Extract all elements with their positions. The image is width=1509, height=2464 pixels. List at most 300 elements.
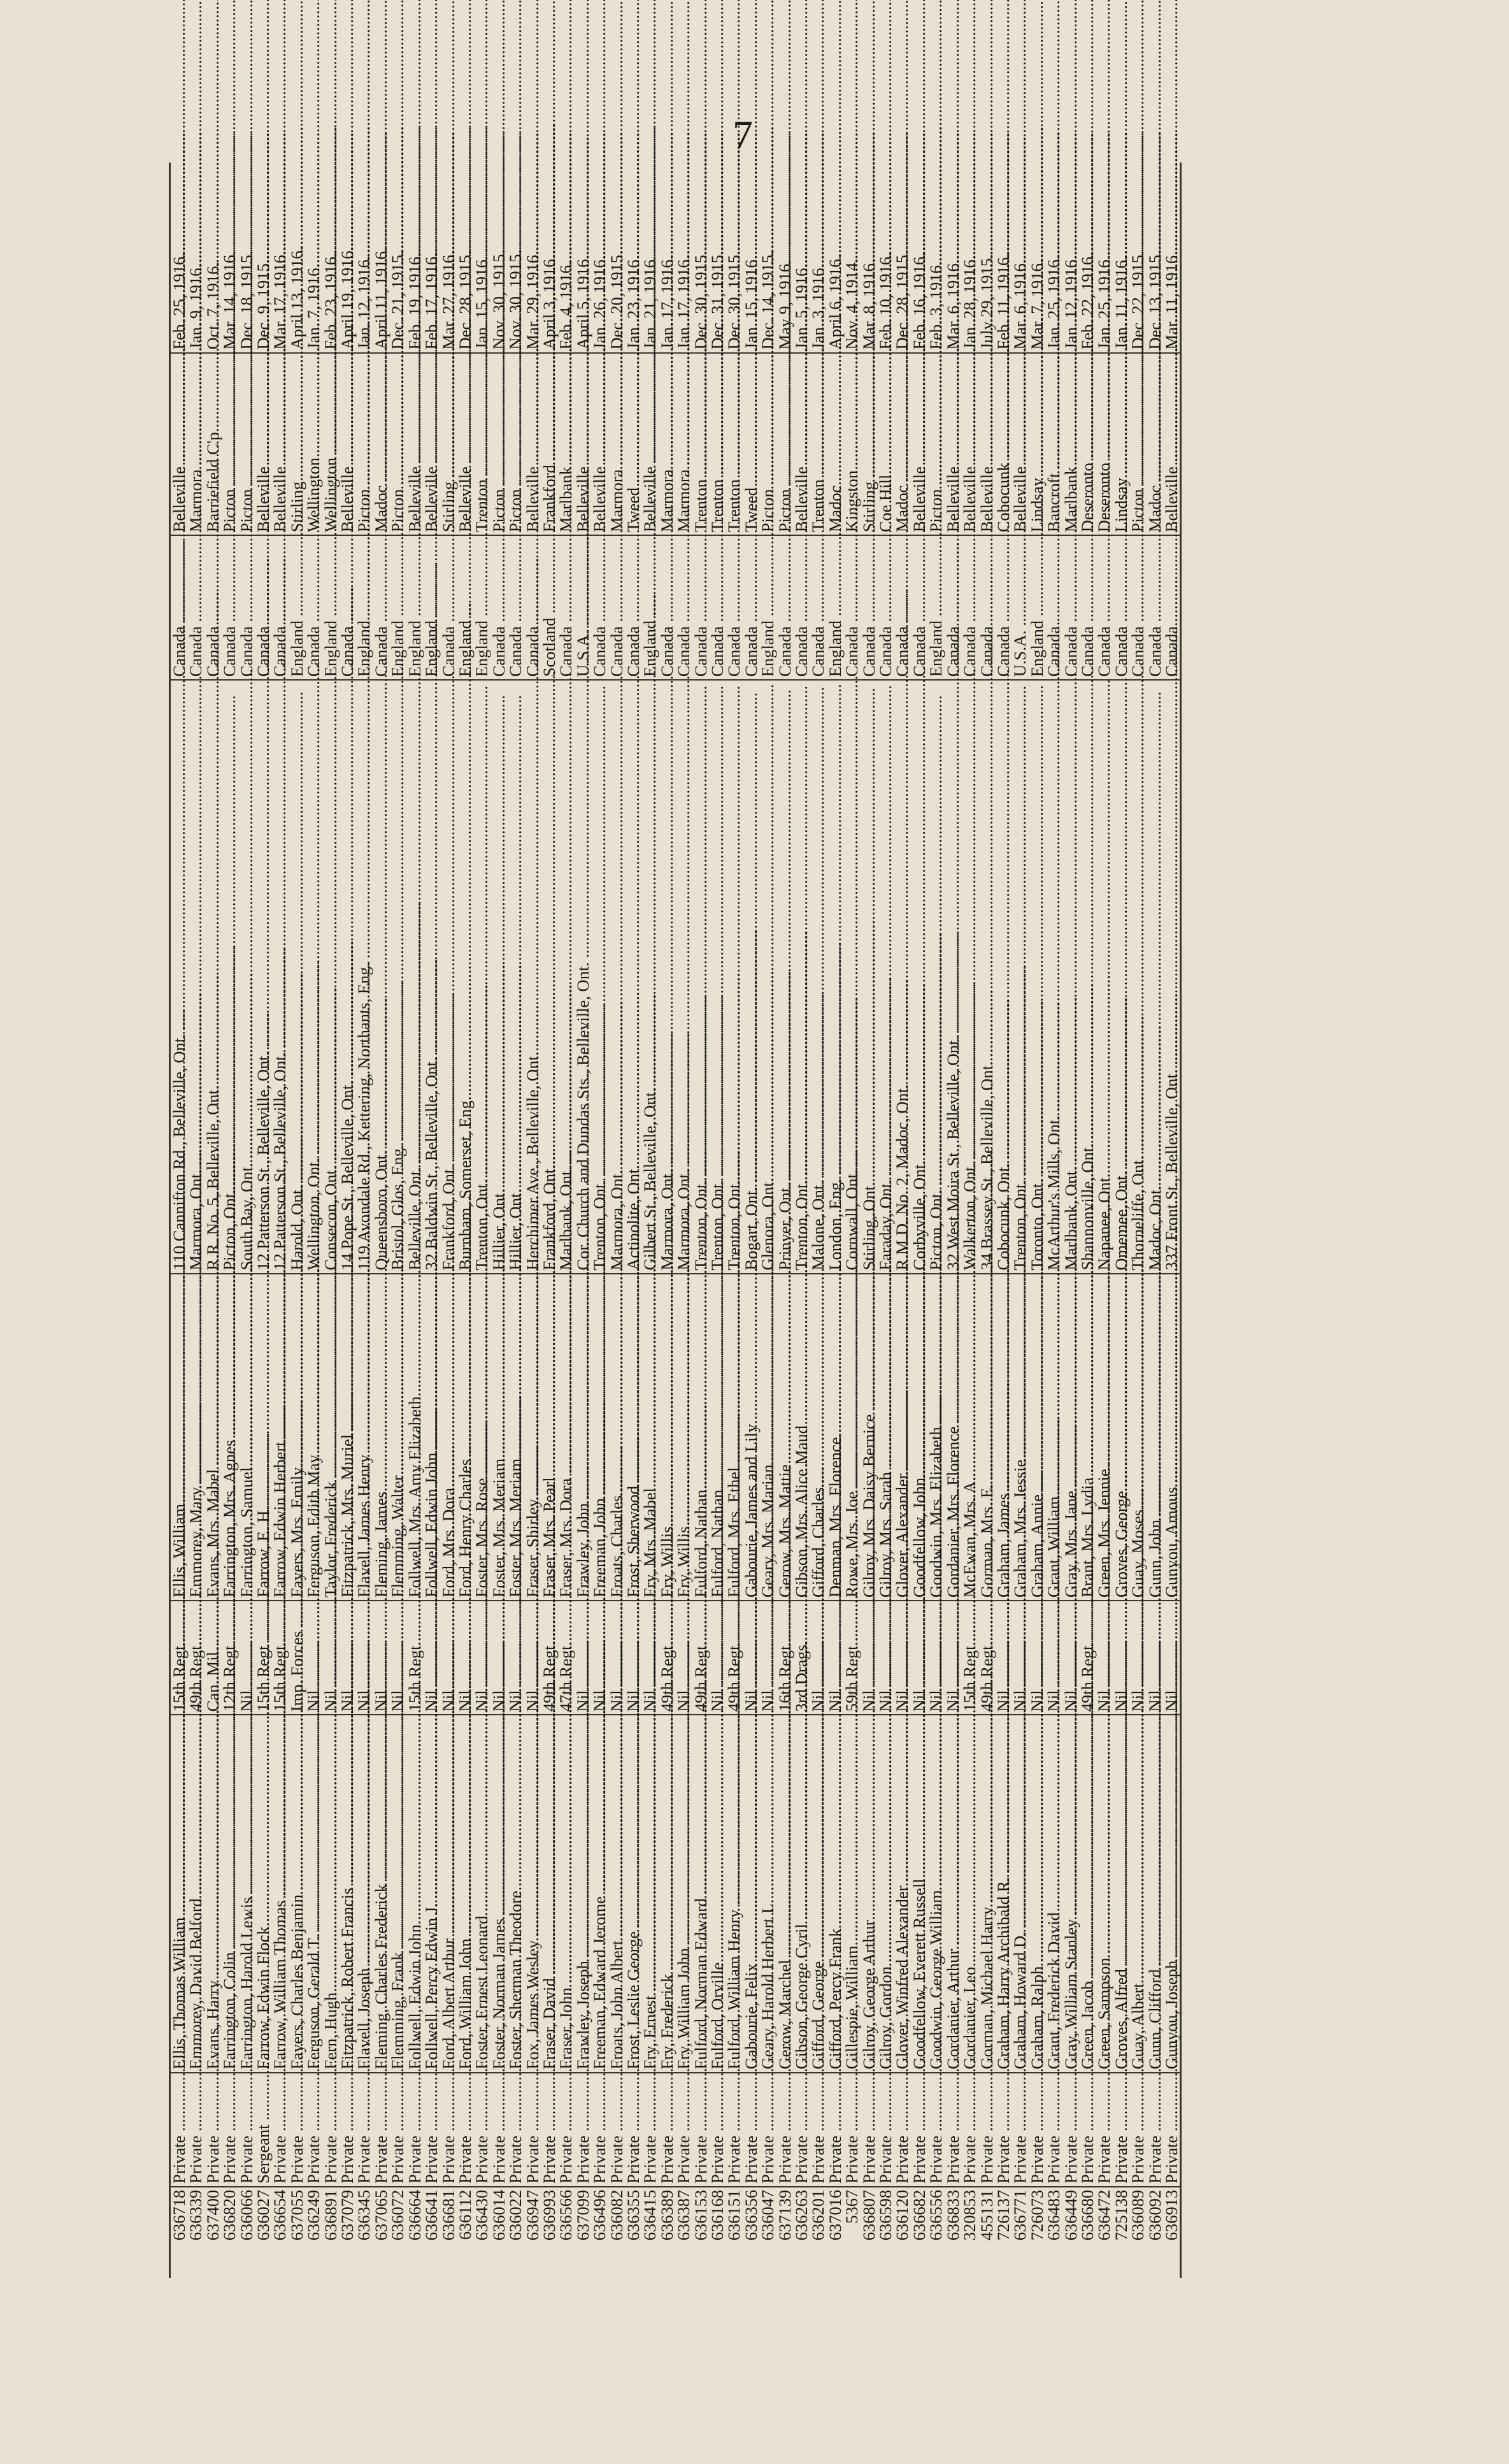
rank-cell: Private ..... xyxy=(524,2073,541,2187)
address-cell: 32 Baldwin St., Belleville, Ont. ..... xyxy=(423,680,440,1274)
former-corps-cell: Nil ..... xyxy=(423,1601,440,1715)
date-of-enlistment-cell: Feb. 17, 1916. xyxy=(423,162,440,353)
date-of-enlistment-cell: Dec. 28, 1915. xyxy=(457,162,473,353)
place-of-enlistment-cell: Stirling ..... xyxy=(289,353,305,536)
rank-cell: Private ..... xyxy=(457,2073,473,2187)
former-corps-cell: Nil ..... xyxy=(490,1601,507,1715)
next-of-kin-cell: Foster, Mrs. Meriam ..... xyxy=(490,1274,507,1601)
soldier-name-cell: Gordanier, Leo ..... xyxy=(961,1715,978,2072)
next-of-kin-cell: Flemming, Walter ..... xyxy=(389,1274,406,1601)
rank-cell: Private ..... xyxy=(1163,2073,1181,2187)
table-row xyxy=(289,162,305,2278)
former-corps-cell: Nil ..... xyxy=(457,1601,473,1715)
regimental-number-cell: 637065 xyxy=(371,2189,390,2241)
former-corps-cell: Nil ..... xyxy=(389,1601,406,1715)
birthplace-cell: Canada ..... xyxy=(843,535,860,680)
place-of-enlistment-cell: Picton ..... xyxy=(238,353,255,536)
address-cell: Toronto, Ont. ..... xyxy=(1029,680,1045,1274)
soldier-name-cell: Frawley, Joseph ..... xyxy=(575,1715,591,2072)
date-of-enlistment-cell: Jan. 28, 1916. xyxy=(961,162,978,353)
place-of-enlistment-cell: Trenton ..... xyxy=(692,353,709,536)
birthplace-cell: England ..... xyxy=(389,535,406,680)
place-of-enlistment-cell: Marlbank ..... xyxy=(557,353,574,536)
regimental-number-cell: 636947 xyxy=(522,2189,542,2241)
address-cell: 12 Patterson St., Belleville, Ont. ..... xyxy=(271,680,288,1274)
rank-cell: Private ..... xyxy=(894,2073,910,2187)
regimental-number-cell: 636112 xyxy=(455,2189,475,2240)
next-of-kin-cell: Gordanier, Mrs. Florence ..... xyxy=(945,1274,961,1601)
place-of-enlistment-cell: Marmora ..... xyxy=(187,353,204,536)
address-cell: Burnham, Somerset, Eng. ..... xyxy=(457,680,473,1274)
birthplace-cell: Canada ..... xyxy=(945,535,961,680)
birthplace-cell: Canada ..... xyxy=(608,535,625,680)
place-of-enlistment-cell: Picton ..... xyxy=(927,353,944,536)
rank-cell: Private ..... xyxy=(221,2073,238,2187)
soldier-name-cell: Ford, William John ..... xyxy=(457,1715,473,2072)
birthplace-cell: Canada ..... xyxy=(204,535,221,680)
regimental-number-cell: 636415 xyxy=(640,2189,660,2241)
regimental-number-cell: 636566 xyxy=(556,2189,576,2241)
place-of-enlistment-cell: Kingston ..... xyxy=(843,353,860,536)
regimental-number-cell: 636092 xyxy=(1145,2189,1164,2241)
date-of-enlistment-cell: Dec. 30, 1915. xyxy=(726,162,742,353)
table-row xyxy=(1147,162,1163,2278)
date-of-enlistment-cell: Feb. 4, 1916. xyxy=(557,162,574,353)
soldier-name-cell: Frost, Leslie George ..... xyxy=(625,1715,641,2072)
soldier-name-cell: Graham, Harry Archibald R. ..... xyxy=(995,1715,1012,2072)
table-row xyxy=(692,162,709,2278)
address-cell: Gilbert St., Belleville, Ont. ..... xyxy=(641,680,658,1274)
soldier-name-cell: Farrow, Edwin Flock ..... xyxy=(255,1715,271,2072)
table-row xyxy=(961,162,978,2278)
rank-cell: Private ..... xyxy=(743,2073,759,2187)
place-of-enlistment-cell: Barriefield C'p ..... xyxy=(204,353,221,536)
soldier-name-cell: Gillespie, William ..... xyxy=(843,1715,860,2072)
former-corps-cell: Nil ..... xyxy=(810,1601,826,1715)
table-row xyxy=(843,162,860,2278)
regimental-number-cell: 637400 xyxy=(203,2189,222,2241)
rank-cell: Private ..... xyxy=(440,2073,457,2187)
former-corps-cell: Nil ..... xyxy=(894,1601,910,1715)
regimental-number-cell: 636345 xyxy=(354,2189,374,2241)
date-of-enlistment-cell: Feb. 16, 1916. xyxy=(911,162,927,353)
date-of-enlistment-cell: Mar. 14, 1916. xyxy=(221,162,238,353)
rank-cell: Private ..... xyxy=(995,2073,1012,2187)
regimental-number-cell: 636496 xyxy=(590,2189,610,2241)
date-of-enlistment-cell: Mar. 17, 1916. xyxy=(271,162,288,353)
table-row xyxy=(541,162,557,2278)
former-corps-cell: 59th Regt ..... xyxy=(843,1601,860,1715)
table-row xyxy=(591,162,608,2278)
date-of-enlistment-cell: Dec. 30, 1915. xyxy=(692,162,709,353)
table-row xyxy=(1045,162,1062,2278)
soldier-name-cell: Guay, Albert ..... xyxy=(1129,1715,1146,2072)
rotated-table-container xyxy=(169,162,1334,2278)
place-of-enlistment-cell: Lindsay ..... xyxy=(1113,353,1129,536)
place-of-enlistment-cell: Deseronto ..... xyxy=(1096,353,1112,536)
address-cell: McArthur's Mills, Ont. ..... xyxy=(1045,680,1062,1274)
date-of-enlistment-cell: Dec. 18, 1915. xyxy=(238,162,255,353)
address-cell: Frankford, Ont. ..... xyxy=(541,680,557,1274)
next-of-kin-cell: Goodwin, Mrs. Elizabeth ..... xyxy=(927,1274,944,1601)
rank-cell: Private ..... xyxy=(1062,2073,1079,2187)
place-of-enlistment-cell: Belleville ..... xyxy=(591,353,608,536)
rank-cell: Private ..... xyxy=(961,2073,978,2187)
place-of-enlistment-cell: Wellington ..... xyxy=(305,353,322,536)
rank-cell: Private ..... xyxy=(793,2073,810,2187)
soldier-name-cell: Foster, Ernest Leonard ..... xyxy=(473,1715,490,2072)
place-of-enlistment-cell: Picton ..... xyxy=(221,353,238,536)
birthplace-cell: England ..... xyxy=(473,535,490,680)
next-of-kin-cell: Fulford, Nathan ..... xyxy=(709,1274,726,1601)
rank-cell: Private ..... xyxy=(675,2073,692,2187)
address-cell: Frankford, Ont. ..... xyxy=(440,680,457,1274)
rank-cell: Private ..... xyxy=(507,2073,524,2187)
former-corps-cell: 49th Regt ..... xyxy=(659,1601,675,1715)
birthplace-cell: Canada ..... xyxy=(557,535,574,680)
address-cell: 119 Avondale Rd., Kettering, Northants, Eng. ..... xyxy=(355,680,372,1274)
soldier-name-cell: Gunn, Clifford ..... xyxy=(1147,1715,1163,2072)
place-of-enlistment-cell: Picton ..... xyxy=(776,353,793,536)
rank-cell: Private ..... xyxy=(541,2073,557,2187)
place-of-enlistment-cell: Picton ..... xyxy=(389,353,406,536)
regimental-number-cell: 636168 xyxy=(708,2189,727,2241)
date-of-enlistment-cell: Mar. 6, 1916. xyxy=(945,162,961,353)
birthplace-cell: Canada ..... xyxy=(221,535,238,680)
next-of-kin-cell: Froats, Charles ..... xyxy=(608,1274,625,1601)
table-row xyxy=(575,162,591,2278)
next-of-kin-cell: Gunn, John ..... xyxy=(1147,1274,1163,1601)
soldier-name-cell: Grant, Frederick David ..... xyxy=(1045,1715,1062,2072)
regimental-number-cell: 726073 xyxy=(1027,2189,1047,2241)
former-corps-cell: 15th Regt ..... xyxy=(255,1601,271,1715)
date-of-enlistment-cell: Mar. 7, 1916. xyxy=(1029,162,1045,353)
next-of-kin-cell: Farrow, E. H. ..... xyxy=(255,1274,271,1601)
soldier-name-cell: Foster, Norman James ..... xyxy=(490,1715,507,2072)
former-corps-cell: Nil ..... xyxy=(1147,1601,1163,1715)
rank-cell: Private ..... xyxy=(877,2073,894,2187)
soldier-name-cell: Foster, Sherman Theodore ..... xyxy=(507,1715,524,2072)
date-of-enlistment-cell: Dec. 28, 1915. xyxy=(894,162,910,353)
soldier-name-cell: Fleming, Charles Frederick ..... xyxy=(373,1715,389,2072)
place-of-enlistment-cell: Trenton ..... xyxy=(473,353,490,536)
table-row xyxy=(1079,162,1096,2278)
soldier-name-cell: Geary, Harold Herbert L. ..... xyxy=(759,1715,776,2072)
address-cell: Napanee, Ont. ..... xyxy=(1096,680,1112,1274)
address-cell: Thorneliffe, Ont. ..... xyxy=(1129,680,1146,1274)
next-of-kin-cell: Follwell, Mrs. Amy Elizabeth ..... xyxy=(406,1274,423,1601)
former-corps-cell: 15th Regt ..... xyxy=(406,1601,423,1715)
rank-cell: Private ..... xyxy=(373,2073,389,2187)
birthplace-cell: Canada ..... xyxy=(1163,535,1181,680)
former-corps-cell: 15th Regt ..... xyxy=(170,1601,188,1715)
next-of-kin-cell: Green, Mrs. Jennie ..... xyxy=(1096,1274,1112,1601)
regimental-number-cell: 636356 xyxy=(741,2189,761,2241)
table-row xyxy=(322,162,339,2278)
date-of-enlistment-cell: Feb. 23, 1916. xyxy=(322,162,339,353)
birthplace-cell: Canada ..... xyxy=(1045,535,1062,680)
birthplace-cell: Canada ..... xyxy=(440,535,457,680)
regimental-number-cell: 636430 xyxy=(472,2189,492,2241)
rank-cell: Private ..... xyxy=(490,2073,507,2187)
former-corps-cell: Nil ..... xyxy=(524,1601,541,1715)
next-of-kin-cell: Fayers, Mrs. Emily ..... xyxy=(289,1274,305,1601)
place-of-enlistment-cell: Belleville ..... xyxy=(575,353,591,536)
next-of-kin-cell: Evans, Mrs. Mabel ..... xyxy=(204,1274,221,1601)
address-cell: Malone, Ont. ..... xyxy=(810,680,826,1274)
regimental-number-cell: 637016 xyxy=(825,2189,845,2241)
place-of-enlistment-cell: Trenton ..... xyxy=(709,353,726,536)
table-row xyxy=(1012,162,1028,2278)
address-cell: 34 Brassey St., Belleville, Ont. ..... xyxy=(978,680,995,1274)
address-cell: Bristol, Glos, Eng. ..... xyxy=(389,680,406,1274)
table-row xyxy=(389,162,406,2278)
next-of-kin-cell: Ford, Mrs. Dora ..... xyxy=(440,1274,457,1601)
rank-cell: Private ..... xyxy=(423,2073,440,2187)
regimental-number-cell: 637099 xyxy=(573,2189,592,2241)
date-of-enlistment-cell: Dec. 14, 1915. xyxy=(759,162,776,353)
regimental-number-cell: 636066 xyxy=(236,2189,256,2241)
date-of-enlistment-cell: April 6, 1916. xyxy=(827,162,843,353)
regimental-number-cell: 636654 xyxy=(270,2189,290,2241)
place-of-enlistment-cell: Marmora ..... xyxy=(608,353,625,536)
birthplace-cell: Canada ..... xyxy=(490,535,507,680)
address-cell: South Bay, Ont. ..... xyxy=(238,680,255,1274)
birthplace-cell: Canada ..... xyxy=(305,535,322,680)
table-row xyxy=(221,162,238,2278)
birthplace-cell: Canada ..... xyxy=(187,535,204,680)
next-of-kin-cell: Ford, Henry Charles ..... xyxy=(457,1274,473,1601)
birthplace-cell: Canada ..... xyxy=(877,535,894,680)
date-of-enlistment-cell: Feb. 10, 1916. xyxy=(877,162,894,353)
page-number: 7 xyxy=(733,112,753,157)
regimental-number-cell: 636820 xyxy=(220,2189,240,2241)
place-of-enlistment-cell: Trenton ..... xyxy=(726,353,742,536)
address-cell: Queensboro, Ont. ..... xyxy=(373,680,389,1274)
next-of-kin-cell: Gorman, Mrs. E. ..... xyxy=(978,1274,995,1601)
soldier-name-cell: Groves, Alfred ..... xyxy=(1113,1715,1129,2072)
regimental-number-cell: 636891 xyxy=(320,2189,340,2241)
address-cell: 110 Cannifton Rd., Belleville, Ont. ..... xyxy=(170,680,188,1274)
date-of-enlistment-cell: Mar. 27, 1916. xyxy=(440,162,457,353)
soldier-name-cell: Flavell, Joseph ..... xyxy=(355,1715,372,2072)
date-of-enlistment-cell: April 11, 1916. xyxy=(373,162,389,353)
regimental-number-cell: 637079 xyxy=(338,2189,357,2241)
place-of-enlistment-cell: Picton ..... xyxy=(507,353,524,536)
address-cell: Stirling, Ont. ..... xyxy=(861,680,877,1274)
date-of-enlistment-cell: Jan. 3, 1916. xyxy=(810,162,826,353)
next-of-kin-cell: Foster, Mrs. Meriam ..... xyxy=(507,1274,524,1601)
former-corps-cell: Nil ..... xyxy=(877,1601,894,1715)
soldier-name-cell: Fry, Frederick ..... xyxy=(659,1715,675,2072)
rank-cell: Private ..... xyxy=(271,2073,288,2187)
table-row xyxy=(793,162,810,2278)
former-corps-cell: 15th Regt ..... xyxy=(271,1601,288,1715)
date-of-enlistment-cell: Jan. 9, 1916. xyxy=(187,162,204,353)
table-row xyxy=(187,162,204,2278)
regimental-number-cell: 636120 xyxy=(892,2189,912,2241)
rank-cell: Private ..... xyxy=(322,2073,339,2187)
date-of-enlistment-cell: April 13, 1916. xyxy=(289,162,305,353)
next-of-kin-cell: Fraser, Shirley ..... xyxy=(524,1274,541,1601)
next-of-kin-cell: Fitzpatrick, Mrs. Muriel ..... xyxy=(339,1274,355,1601)
next-of-kin-cell: Glover, Alexander ..... xyxy=(894,1274,910,1601)
birthplace-cell: Canada ..... xyxy=(1062,535,1079,680)
soldier-name-cell: Fox, James Wesley ..... xyxy=(524,1715,541,2072)
soldier-name-cell: Fraser, John ..... xyxy=(557,1715,574,2072)
rank-cell: Private ..... xyxy=(810,2073,826,2187)
soldier-name-cell: Gifford, Percy Frank ..... xyxy=(827,1715,843,2072)
former-corps-cell: Nil ..... xyxy=(608,1601,625,1715)
next-of-kin-cell: Gilroy, Mrs. Sarah ..... xyxy=(877,1274,894,1601)
table-row xyxy=(625,162,641,2278)
regimental-number-cell: 636151 xyxy=(724,2189,744,2241)
birthplace-cell: England ..... xyxy=(759,535,776,680)
address-cell: R.M.D. No. 2, Madoc, Ont. ..... xyxy=(894,680,910,1274)
birthplace-cell: Canada ..... xyxy=(1147,535,1163,680)
date-of-enlistment-cell: July 29, 1915. xyxy=(978,162,995,353)
address-cell: Bogart, Ont. ..... xyxy=(743,680,759,1274)
address-cell: Marmora, Ont. ..... xyxy=(187,680,204,1274)
address-cell: Hillier, Ont. ..... xyxy=(490,680,507,1274)
address-cell: Trenton, Ont. ..... xyxy=(793,680,810,1274)
former-corps-cell: Nil ..... xyxy=(927,1601,944,1715)
address-cell: Marmora, Ont. ..... xyxy=(659,680,675,1274)
next-of-kin-cell: Foster, Mrs. Rose ..... xyxy=(473,1274,490,1601)
rank-cell: Private ..... xyxy=(911,2073,927,2187)
table-row xyxy=(709,162,726,2278)
birthplace-cell: Canada ..... xyxy=(373,535,389,680)
address-cell: Hillier, Ont. ..... xyxy=(507,680,524,1274)
next-of-kin-cell: Fleming, James ..... xyxy=(373,1274,389,1601)
former-corps-cell: 47th Regt ..... xyxy=(557,1601,574,1715)
date-of-enlistment-cell: Feb. 25, 1916. xyxy=(170,162,188,353)
next-of-kin-cell: Taylor, Frederick ..... xyxy=(322,1274,339,1601)
next-of-kin-cell: McEwan, Mrs. A. ..... xyxy=(961,1274,978,1601)
regimental-number-cell: 636807 xyxy=(859,2189,878,2241)
next-of-kin-cell: Gabourie, James and Lily ..... xyxy=(743,1274,759,1601)
birthplace-cell: Canada ..... xyxy=(1113,535,1129,680)
rank-cell: Private ..... xyxy=(1129,2073,1146,2187)
rank-cell: Private ..... xyxy=(557,2073,574,2187)
place-of-enlistment-cell: Picton ..... xyxy=(759,353,776,536)
date-of-enlistment-cell: Jan. 21, 1916. xyxy=(641,162,658,353)
rank-cell: Private ..... xyxy=(238,2073,255,2187)
place-of-enlistment-cell: Picton ..... xyxy=(1129,353,1146,536)
regimental-number-cell: 636022 xyxy=(506,2189,526,2241)
table-row xyxy=(406,162,423,2278)
regimental-number-cell: 637139 xyxy=(775,2189,794,2241)
table-row xyxy=(1029,162,1045,2278)
soldier-name-cell: Gabourie, Felix ..... xyxy=(743,1715,759,2072)
soldier-name-cell: Farrington, Colin ..... xyxy=(221,1715,238,2072)
birthplace-cell: Canada ..... xyxy=(692,535,709,680)
place-of-enlistment-cell: Belleville ..... xyxy=(978,353,995,536)
former-corps-cell: Nil ..... xyxy=(305,1601,322,1715)
former-corps-cell: 15th Regt ..... xyxy=(961,1601,978,1715)
place-of-enlistment-cell: Belleville ..... xyxy=(457,353,473,536)
place-of-enlistment-cell: Madoc ..... xyxy=(827,353,843,536)
regimental-number-cell: 636339 xyxy=(186,2189,206,2241)
birthplace-cell: Canada ..... xyxy=(978,535,995,680)
regimental-number-cell: 636089 xyxy=(1128,2189,1148,2241)
address-cell: Prinyer, Ont. ..... xyxy=(776,680,793,1274)
regimental-number-cell: 636833 xyxy=(943,2189,962,2241)
birthplace-cell: England ..... xyxy=(457,535,473,680)
date-of-enlistment-cell: Jan. 23, 1916. xyxy=(625,162,641,353)
rank-cell: Sergeant ..... xyxy=(255,2073,271,2187)
rank-cell: Private ..... xyxy=(1096,2073,1112,2187)
next-of-kin-cell: Goodfellow, John ..... xyxy=(911,1274,927,1601)
former-corps-cell: Nil ..... xyxy=(507,1601,524,1715)
place-of-enlistment-cell: Marmora ..... xyxy=(659,353,675,536)
place-of-enlistment-cell: Belleville ..... xyxy=(945,353,961,536)
soldier-name-cell: Fulford, Norman Edward ..... xyxy=(692,1715,709,2072)
former-corps-cell: 49th Regt ..... xyxy=(978,1601,995,1715)
rank-cell: Private ..... xyxy=(575,2073,591,2187)
rank-cell: Private ..... xyxy=(861,2073,877,2187)
rank-cell: Private ..... xyxy=(204,2073,221,2187)
regimental-number-cell: 636355 xyxy=(623,2189,643,2241)
next-of-kin-cell: Farrington, Mrs. Agnes ..... xyxy=(221,1274,238,1601)
place-of-enlistment-cell: Marmora ..... xyxy=(675,353,692,536)
former-corps-cell: 49th Regt ..... xyxy=(726,1601,742,1715)
former-corps-cell: Nil ..... xyxy=(675,1601,692,1715)
former-corps-cell: Nil ..... xyxy=(373,1601,389,1715)
place-of-enlistment-cell: Belleville ..... xyxy=(170,353,188,536)
next-of-kin-cell: Guay, Moses ..... xyxy=(1129,1274,1146,1601)
regimental-number-cell: 636483 xyxy=(1044,2189,1064,2241)
place-of-enlistment-cell: Stirling ..... xyxy=(861,353,877,536)
place-of-enlistment-cell: Belleville ..... xyxy=(641,353,658,536)
table-row xyxy=(457,162,473,2278)
nominal-roll-body xyxy=(170,162,1181,2278)
place-of-enlistment-cell: Picton ..... xyxy=(355,353,372,536)
soldier-name-cell: Gilroy, George Arthur ..... xyxy=(861,1715,877,2072)
regimental-number-cell: 636598 xyxy=(876,2189,896,2241)
address-cell: Wellington, Ont. ..... xyxy=(305,680,322,1274)
table-row xyxy=(675,162,692,2278)
soldier-name-cell: Gordanier, Arthur ..... xyxy=(945,1715,961,2072)
next-of-kin-cell: Freeman, John ..... xyxy=(591,1274,608,1601)
regimental-number-cell: 636681 xyxy=(438,2189,458,2241)
date-of-enlistment-cell: April 5, 1916. xyxy=(575,162,591,353)
regimental-number-cell: 636718 xyxy=(169,2189,189,2241)
regimental-number-cell: 636449 xyxy=(1061,2189,1080,2241)
soldier-name-cell: Ford, Albert Arthur ..... xyxy=(440,1715,457,2072)
address-cell: Herchimer Ave., Belleville, Ont. ..... xyxy=(524,680,541,1274)
former-corps-cell: Nil ..... xyxy=(1113,1601,1129,1715)
address-cell: Trenton, Ont. ..... xyxy=(1012,680,1028,1274)
former-corps-cell: 49th Regt ..... xyxy=(1079,1601,1096,1715)
former-corps-cell: Imp. Forces ..... xyxy=(289,1601,305,1715)
rank-cell: Private ..... xyxy=(709,2073,726,2187)
table-row xyxy=(978,162,995,2278)
place-of-enlistment-cell: Belleville ..... xyxy=(1163,353,1181,536)
place-of-enlistment-cell: Marlbank ..... xyxy=(1062,353,1079,536)
table-row xyxy=(659,162,675,2278)
table-row xyxy=(255,162,271,2278)
rank-cell: Private ..... xyxy=(1012,2073,1028,2187)
date-of-enlistment-cell: Nov. 30, 1915. xyxy=(490,162,507,353)
date-of-enlistment-cell: Nov. 4, 1914. xyxy=(843,162,860,353)
address-cell: Cornwall, Ont. ..... xyxy=(843,680,860,1274)
birthplace-cell: Canada ..... xyxy=(961,535,978,680)
rank-cell: Private ..... xyxy=(170,2073,188,2187)
rank-cell: Private ..... xyxy=(927,2073,944,2187)
date-of-enlistment-cell: Jan. 12, 1916. xyxy=(1062,162,1079,353)
birthplace-cell: Canada ..... xyxy=(170,535,188,680)
